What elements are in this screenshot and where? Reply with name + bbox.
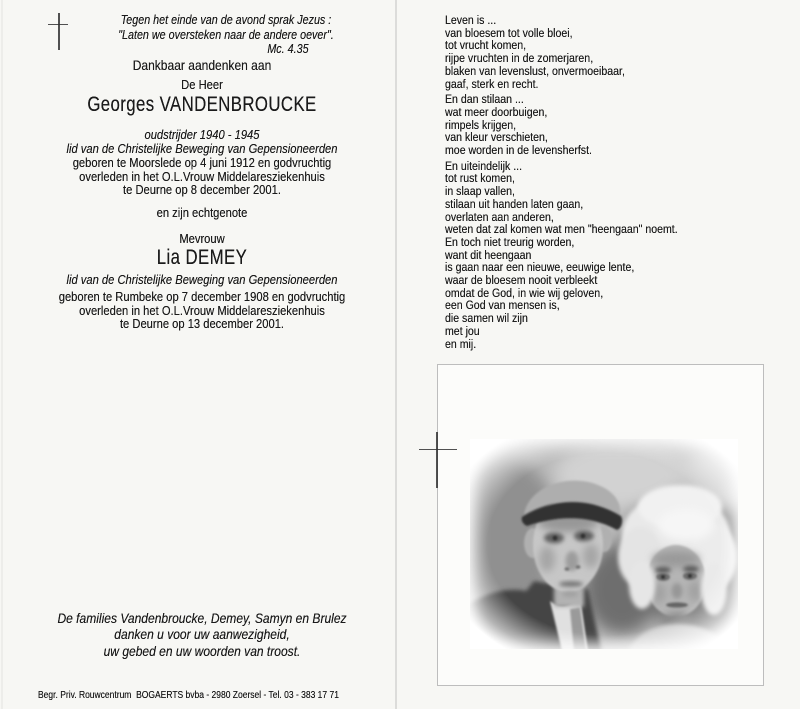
person1-bio (39, 156, 366, 197)
cross-vertical-bar (436, 432, 438, 488)
poem-line: tot rust komen, (445, 171, 515, 186)
poem-line: want dit heengaan (445, 247, 532, 262)
poem-line: wat meer doorbuigen, (445, 104, 548, 119)
person1-role-line: oudstrijder 1940 - 1945 (144, 127, 260, 142)
poem-line: blaken van levenslust, onvermoeibaar, (445, 63, 625, 78)
poem-line: en mij. (445, 336, 477, 351)
poem-line: omdat de God, in wie wij geloven, (445, 285, 604, 300)
poem-line: rijpe vruchten in de zomerjaren, (445, 51, 594, 66)
poem-stanza (445, 14, 678, 90)
poem-stanza (445, 93, 678, 157)
cross-horizontal-bar (419, 449, 457, 451)
scripture-line: "Laten we oversteken naar de andere oever". (118, 27, 334, 42)
fold-divider (395, 0, 397, 709)
scripture-reference: Mc. 4.35 (267, 42, 309, 56)
cross-horizontal-bar (48, 24, 68, 26)
acknowledgement-line: uw gebed en uw woorden van troost. (103, 642, 301, 659)
poem-stanza (445, 160, 678, 351)
cross-vertical-bar (58, 13, 60, 50)
poem-line: En dan stilaan ... (445, 92, 524, 107)
spouse-connector: en zijn echtgenote (156, 205, 248, 220)
poem-line: rimpels krijgen, (445, 117, 517, 132)
scripture-quote (114, 13, 338, 57)
person1-title: De Heer (181, 77, 223, 92)
acknowledgement-line: De families Vandenbroucke, Demey, Samyn en Brulez (57, 610, 347, 626)
poem-line: die samen wil zijn (445, 311, 528, 326)
dedication-line: Dankbaar aandenken aan (132, 57, 272, 73)
poem-line: Leven is ... (445, 13, 497, 27)
elderly-couple-photo (470, 439, 738, 649)
person2-bio-line: overleden in het O.L.Vrouw Middelaresziekenhuis (79, 302, 325, 318)
poem-line: overlaten aan anderen, (445, 209, 554, 224)
poem-line: En uiteindelijk ... (445, 158, 523, 173)
acknowledgement-line: danken u voor uw aanwezigheid, (114, 626, 290, 643)
funeral-home-footer: Begr. Priv. Rouwcentrum BOGAERTS bvba - 2980 Zoersel - Tel. 03 - 383 17 71 (38, 690, 339, 701)
person1-roles (39, 128, 366, 155)
cross-icon (48, 13, 68, 50)
person2-bio (39, 290, 366, 331)
person2-title: Mevrouw (179, 231, 225, 246)
photo-frame (437, 364, 764, 686)
poem-line: van kleur verschieten, (445, 130, 548, 145)
scan-edge-line (1, 0, 3, 709)
poem-line: in slaap vallen, (445, 184, 515, 199)
poem-line: gaaf, sterk en recht. (445, 76, 539, 91)
person1-bio-line: geboren te Moorslede op 4 juni 1912 en godvruchtig (72, 155, 332, 170)
poem-line: weten dat zal komen wat men "heengaan" noemt. (445, 222, 678, 237)
poem-line: van bloesem tot volle bloei, (445, 25, 573, 40)
poem-line: met jou (445, 323, 480, 338)
person1-bio-line: te Deurne op 8 december 2001. (123, 182, 281, 197)
poem-line: tot vrucht komen, (445, 38, 527, 53)
poem-line: En toch niet treurig worden, (445, 234, 575, 249)
poem-line: stilaan uit handen laten gaan, (445, 196, 584, 211)
person2-bio-line: te Deurne op 13 december 2001. (119, 316, 285, 331)
person1-role-line: lid van de Christelijke Beweging van Gepensioneerden (66, 140, 338, 156)
poem-line: een God van mensen is, (445, 298, 560, 313)
poem-line: waar de bloesem nooit verbleekt (445, 273, 598, 288)
scripture-line: Tegen het einde van de avond sprak Jezus : (120, 13, 332, 27)
person1-name: Georges VANDENBROUCKE (87, 93, 317, 116)
memorial-poem (445, 14, 678, 350)
acknowledgement (39, 610, 366, 659)
person2-roles: lid van de Christelijke Beweging van Gepensioneerden (66, 272, 338, 287)
poem-line: is gaan naar een nieuwe, eeuwige lente, (445, 260, 635, 275)
person2-bio-line: geboren te Rumbeke op 7 december 1908 en godvruchtig (58, 289, 346, 304)
poem-line: moe worden in de levensherfst. (445, 143, 592, 158)
person2-name: Lia DEMEY (156, 246, 248, 269)
person1-bio-line: overleden in het O.L.Vrouw Middelaresziekenhuis (79, 168, 325, 184)
cross-icon (419, 432, 457, 488)
elderly-couple-portrait-illustration (470, 439, 738, 649)
